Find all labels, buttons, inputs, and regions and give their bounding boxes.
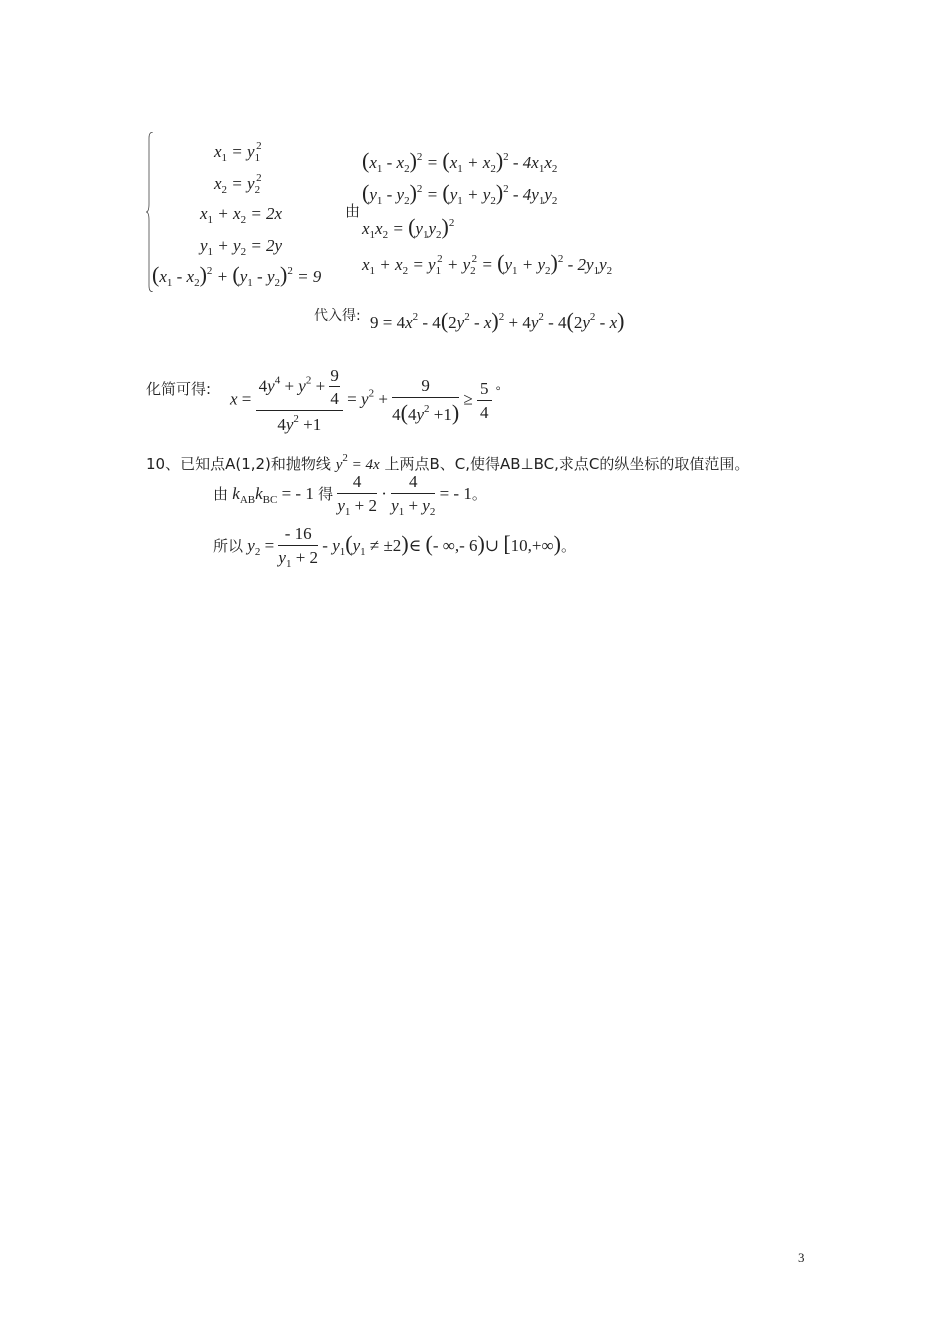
identity-x-diff: $(x_1 - x_2)^2 = (x_1 + x_2)^2 - 4x_1x_2$: [362, 148, 558, 175]
identity-sum-sq: $x_1 + x_2 = y_1^2 + y_2^2 = (y_1 + y_2)^2 - 2y_1y_2$: [362, 250, 613, 277]
eq-sum-y: $y_1 + y_2 = 2y$: [200, 236, 283, 258]
eq-y2-range: 所以 $y_2$ = $\frac{- 16}{y_1 + 2}$ - $y_1(y_1$ ≠ ±2)∈ (- ∞,- 6)∪ [10,+∞)。: [213, 524, 576, 570]
fraction-second: $\frac{9}{4(4y^2 +1)}$: [392, 375, 460, 425]
eq-sum-x: $x_1 + x_2 = 2x$: [200, 204, 283, 226]
label-dairu: 代入得:: [314, 308, 361, 324]
eq-distance: $(x_1 - x_2)^2 + (y_1 - y_2)^2 = 9$: [152, 262, 322, 289]
eq-x1-y1sq: $x_1 = y_1^2$: [214, 140, 262, 164]
eq-x2-y2sq: $x_2 = y_2^2$: [214, 172, 262, 196]
label-huajian: 化简可得:: [146, 380, 212, 398]
eq-substituted: $9 = 4x^2 - 4(2y^2 - x)^2 + 4y^2 - 4(2y^2 - x)$: [370, 308, 625, 333]
fraction-five-fourths: $\frac{5}{4}$: [477, 379, 492, 423]
identity-product: $x_1x_2 = (y_1y_2)^2$: [362, 214, 455, 241]
label-you: 由: [345, 202, 361, 220]
problem-10: 10、已知点A(1,2)和抛物线 $y^2 = 4x$ 上两点B、C,使得AB⊥BC,求点C的纵坐标的取值范围。: [146, 452, 750, 473]
fraction-main: $4y^4 + y^2$ + $\frac{9}{4}$ $4y^2 +1$: [256, 366, 343, 435]
page-number: 3: [798, 1250, 805, 1265]
identity-y-diff: $(y_1 - y_2)^2 = (y_1 + y_2)^2 - 4y_1y_2$: [362, 180, 558, 207]
eq-slope-product: 由 $k_{AB}k_{BC}$ = - 1 得 $\frac{4}{y_1 + 2}$ · $\frac{4}{y_1 + y_2}$ = - 1。: [213, 472, 487, 518]
eq-result: x = $4y^4 + y^2$ + $\frac{9}{4}$ $4y^2 +1$ = $y^2$ + $\frac{9}{4(4y^2 +1)}$ ≥ $\frac{5}{4}$ °: [230, 366, 501, 434]
